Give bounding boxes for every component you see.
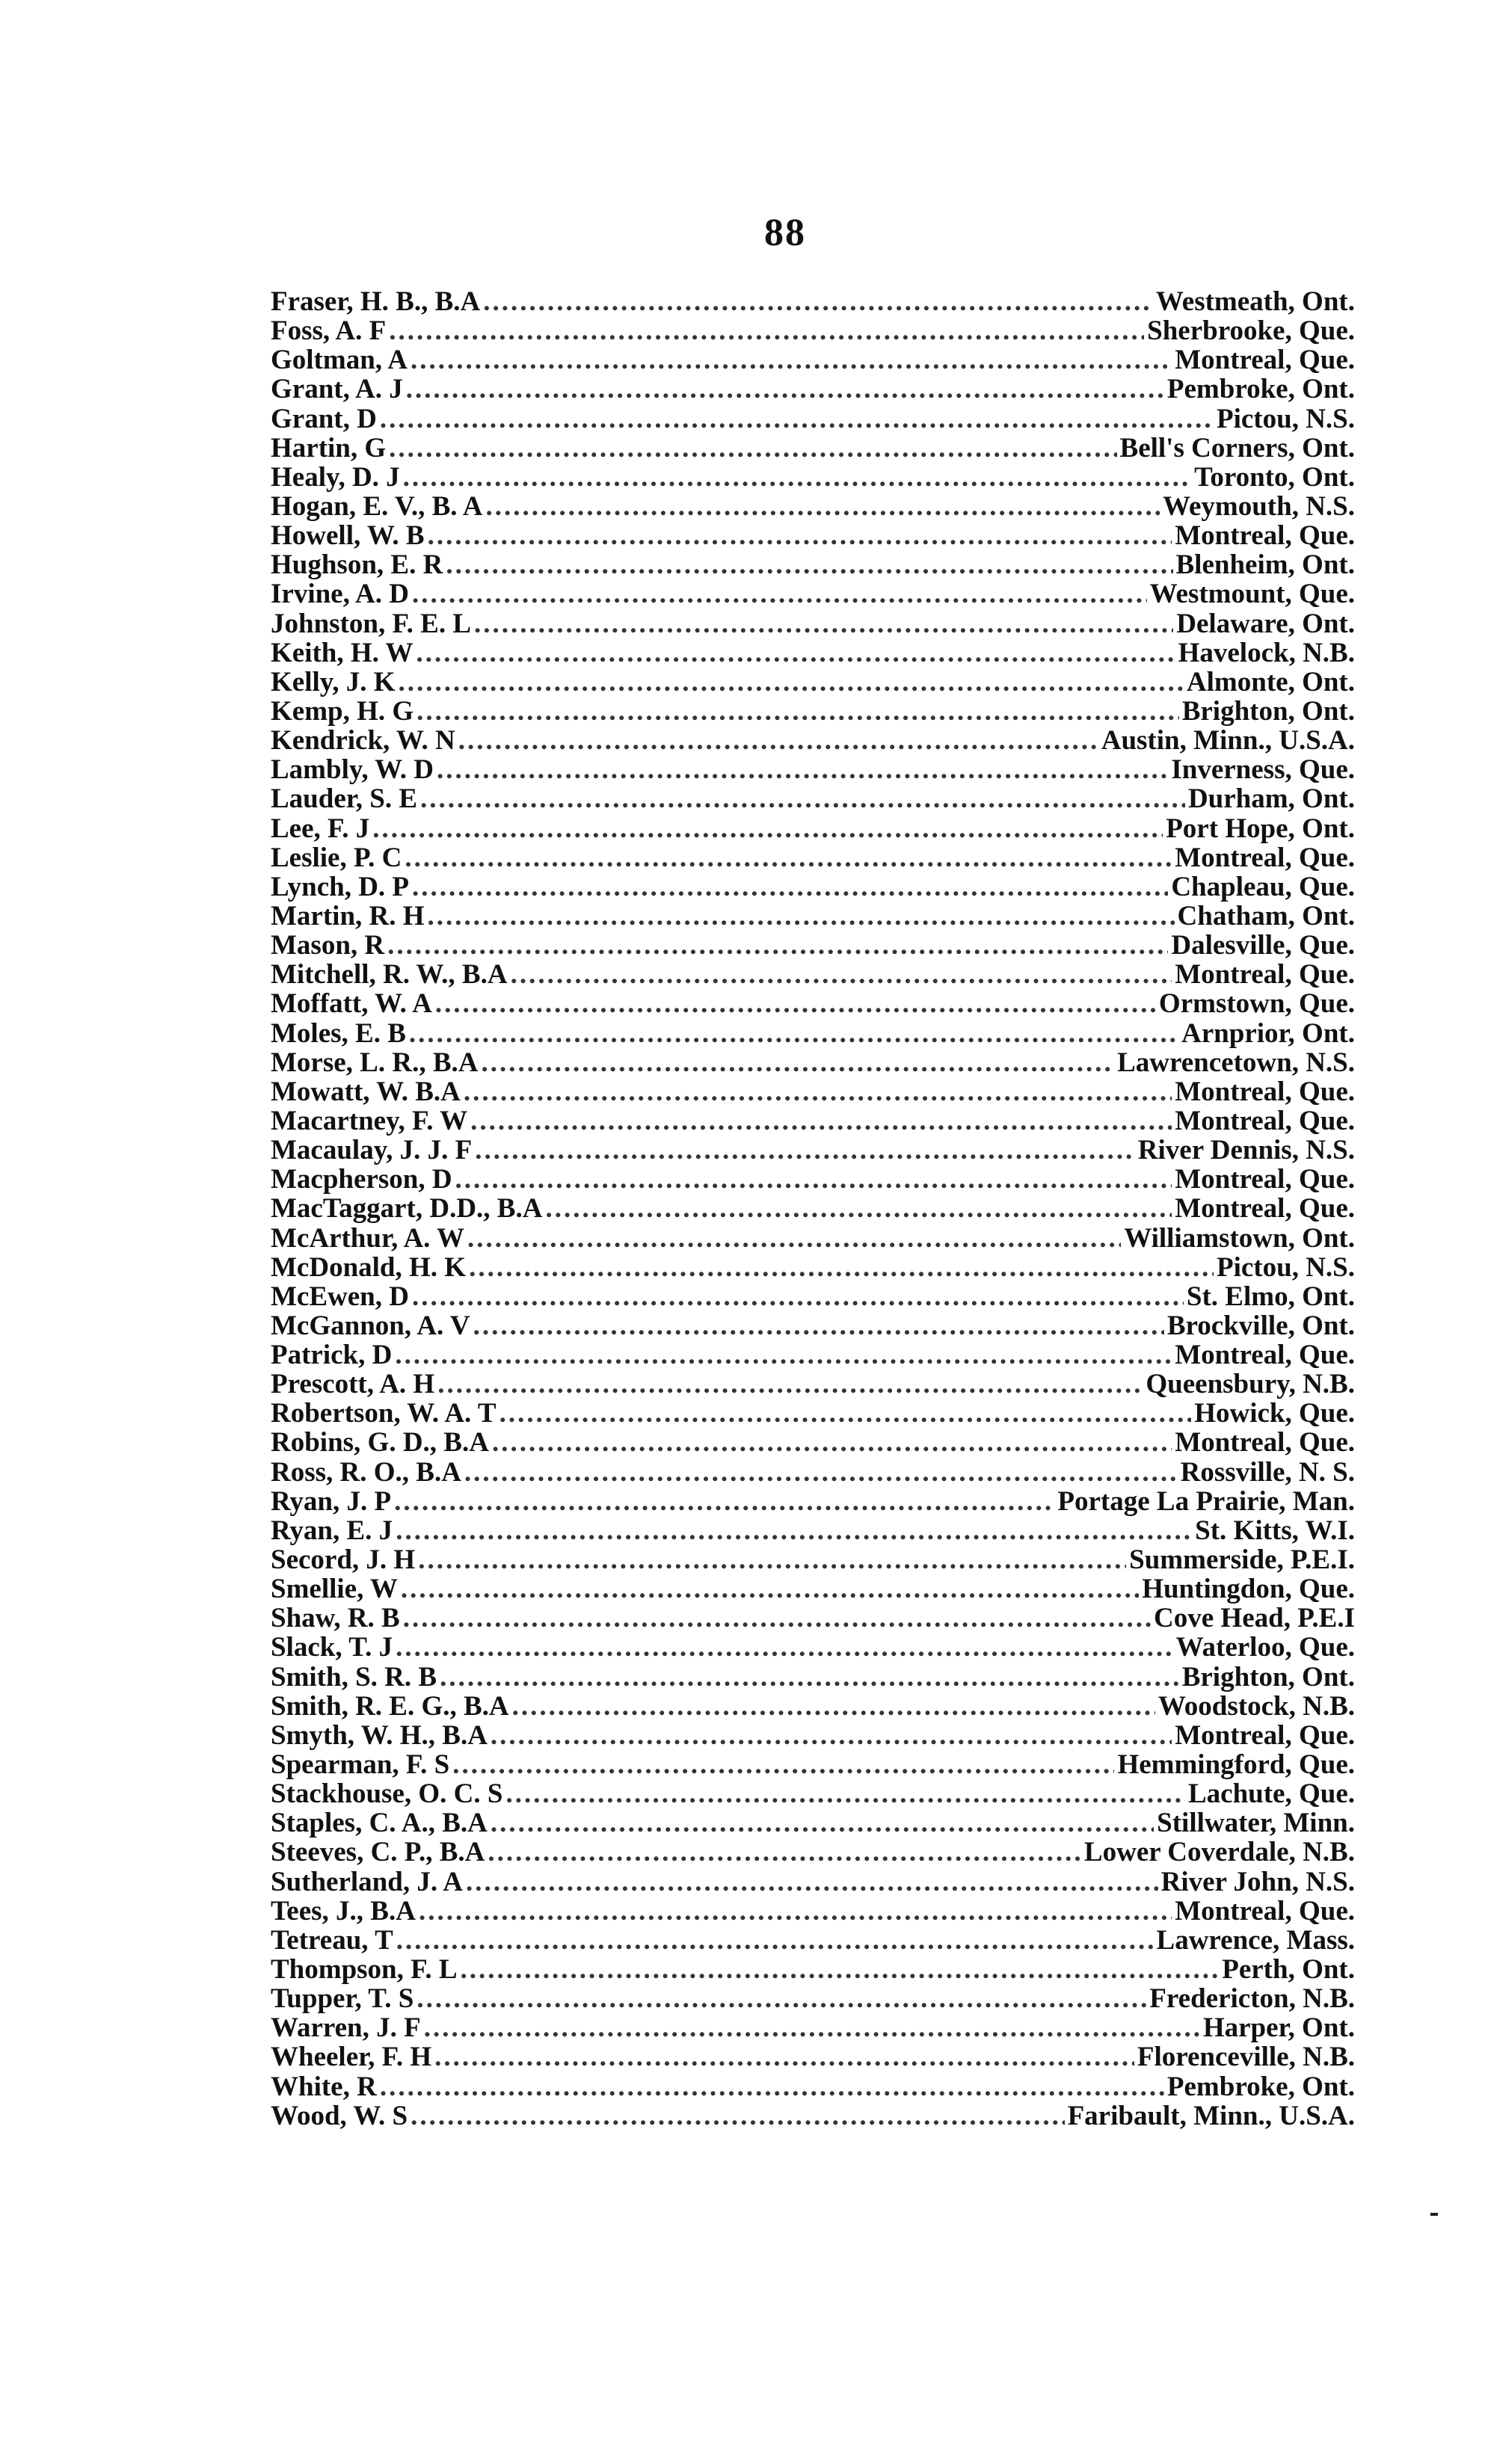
- entry-name: Patrick, D: [271, 1340, 393, 1371]
- dot-leader: [396, 1926, 1154, 1955]
- entry-name: Fraser, H. B., B.A: [271, 286, 481, 317]
- entry-name: Hartin, G: [271, 432, 387, 463]
- entry-place: Port Hope, Ont.: [1166, 813, 1355, 844]
- entry-place: Brighton, Ont.: [1181, 1661, 1355, 1693]
- entry-name: Kendrick, W. N: [271, 725, 455, 757]
- entry-name: Shaw, R. B: [271, 1603, 400, 1634]
- entry-place: Blenheim, Ont.: [1175, 549, 1355, 581]
- margin-mark: [1430, 2213, 1438, 2216]
- roster-entry: [271, 2013, 1355, 2042]
- entry-name: Robins, G. D., B.A: [271, 1427, 489, 1459]
- entry-name: Howell, W. B: [271, 520, 425, 552]
- roster-entry: [271, 1926, 1355, 1955]
- dot-leader: [394, 1487, 1054, 1516]
- roster-entry: [271, 1048, 1355, 1077]
- roster-entry: [271, 872, 1355, 902]
- entry-place: Williamstown, Ont.: [1124, 1222, 1355, 1254]
- roster-entry: [271, 1663, 1355, 1692]
- entry-name: Macaulay, J. J. F: [271, 1135, 473, 1166]
- roster-entry: [271, 2042, 1355, 2072]
- entry-place: Brighton, Ont.: [1181, 695, 1355, 727]
- entry-place: Dalesville, Que.: [1171, 930, 1355, 961]
- roster-entry: [271, 1077, 1355, 1106]
- dot-leader: [499, 1399, 1192, 1428]
- dot-leader: [428, 902, 1175, 931]
- roster-entry: [271, 1984, 1355, 2013]
- roster-entry: [271, 375, 1355, 404]
- dot-leader: [434, 2042, 1134, 2072]
- dot-leader: [418, 1545, 1126, 1574]
- dot-leader: [419, 1897, 1172, 1926]
- entry-place: Rossville, N. S.: [1180, 1456, 1355, 1488]
- entry-name: Spearman, F. S: [271, 1749, 450, 1781]
- entry-place: Havelock, N.B.: [1178, 637, 1355, 668]
- dot-leader: [412, 1282, 1184, 1311]
- entry-name: Wheeler, F. H: [271, 2042, 432, 2073]
- entry-name: McArthur, A. W: [271, 1222, 464, 1254]
- entry-place: Pictou, N.S.: [1217, 1251, 1355, 1283]
- roster-entry: [271, 1721, 1355, 1750]
- dot-leader: [437, 1370, 1143, 1399]
- roster-entry: [271, 1516, 1355, 1545]
- entry-name: Staples, C. A., B.A: [271, 1808, 488, 1839]
- dot-leader: [512, 1692, 1155, 1721]
- entry-place: Stillwater, Minn.: [1157, 1808, 1355, 1839]
- dot-leader: [469, 1253, 1214, 1282]
- entry-place: Westmeath, Ont.: [1155, 286, 1355, 317]
- dot-leader: [403, 1604, 1151, 1633]
- dot-leader: [485, 492, 1160, 521]
- entry-name: Leslie, P. C: [271, 842, 402, 873]
- entry-name: Smith, R. E. G., B.A: [271, 1690, 509, 1722]
- entry-name: Mowatt, W. B.A: [271, 1076, 461, 1107]
- entry-place: Montreal, Que.: [1175, 520, 1355, 552]
- entry-name: Prescott, A. H: [271, 1369, 435, 1400]
- entry-place: Montreal, Que.: [1175, 1895, 1355, 1926]
- entry-name: Lambly, W. D: [271, 754, 434, 786]
- entry-name: Lynch, D. P: [271, 871, 410, 902]
- entry-place: Perth, Ont.: [1222, 1954, 1355, 1986]
- entry-place: Howick, Que.: [1194, 1398, 1355, 1429]
- entry-place: Montreal, Que.: [1175, 1719, 1355, 1751]
- dot-leader: [389, 316, 1144, 345]
- entry-place: Pembroke, Ont.: [1166, 374, 1355, 405]
- entry-place: Montreal, Que.: [1175, 1076, 1355, 1107]
- dot-leader: [412, 872, 1168, 902]
- roster-entry: [271, 697, 1355, 726]
- roster-entry: [271, 345, 1355, 375]
- entry-place: Cove Head, P.E.I: [1154, 1603, 1355, 1634]
- entry-place: Chapleau, Que.: [1171, 871, 1355, 902]
- dot-leader: [416, 1984, 1146, 2013]
- dot-leader: [435, 989, 1156, 1018]
- entry-place: Hemmingford, Que.: [1117, 1749, 1355, 1781]
- roster-entry: [271, 1399, 1355, 1428]
- dot-leader: [481, 1048, 1114, 1077]
- entry-name: Hogan, E. V., B. A: [271, 490, 483, 522]
- entry-name: Tupper, T. S: [271, 1983, 414, 2015]
- entry-place: Lower Coverdale, N.B.: [1083, 1837, 1355, 1868]
- roster-entry: [271, 1574, 1355, 1604]
- dot-leader: [491, 1721, 1172, 1750]
- roster-entry: [271, 931, 1355, 960]
- entry-place: Pembroke, Ont.: [1166, 2071, 1355, 2102]
- dot-leader: [387, 931, 1168, 960]
- dot-leader: [411, 2101, 1065, 2131]
- entry-name: Smellie, W: [271, 1574, 398, 1605]
- roster-entry: [271, 726, 1355, 755]
- entry-place: Montreal, Que.: [1175, 1193, 1355, 1225]
- entry-name: Lee, F. J: [271, 813, 370, 844]
- entry-place: Lawrencetown, N.S.: [1117, 1047, 1355, 1078]
- entry-name: Irvine, A. D: [271, 579, 409, 610]
- dot-leader: [396, 1633, 1172, 1662]
- entry-name: Smith, S. R. B: [271, 1661, 437, 1693]
- dot-leader: [473, 1311, 1164, 1340]
- entry-place: Toronto, Ont.: [1194, 461, 1355, 493]
- entry-place: Waterloo, Que.: [1175, 1632, 1355, 1663]
- entry-name: Kelly, J. K: [271, 666, 396, 697]
- dot-leader: [464, 1458, 1178, 1487]
- entry-name: Moles, E. B: [271, 1017, 406, 1049]
- dot-leader: [491, 1808, 1154, 1838]
- roster-entry: [271, 1604, 1355, 1633]
- entry-name: Foss, A. F: [271, 315, 387, 347]
- roster-entry: [271, 989, 1355, 1018]
- entry-place: Summerside, P.E.I.: [1129, 1544, 1355, 1576]
- dot-leader: [372, 814, 1163, 843]
- roster-entry: [271, 843, 1355, 872]
- dot-leader: [545, 1194, 1172, 1223]
- entry-name: Grant, A. J: [271, 374, 403, 405]
- entry-name: Macartney, F. W: [271, 1105, 468, 1136]
- entry-place: St. Elmo, Ont.: [1186, 1281, 1355, 1312]
- entry-name: Hughson, E. R: [271, 549, 443, 581]
- roster-entry: [271, 1692, 1355, 1721]
- entry-name: Ross, R. O., B.A: [271, 1456, 461, 1488]
- entry-name: Sutherland, J. A: [271, 1866, 464, 1897]
- dot-leader: [505, 1779, 1185, 1808]
- dot-leader: [511, 960, 1172, 989]
- roster-entry: [271, 1779, 1355, 1808]
- entry-name: Wood, W. S: [271, 2100, 408, 2131]
- entry-place: Montreal, Que.: [1175, 345, 1355, 376]
- dot-leader: [452, 1750, 1114, 1779]
- entry-place: Bell's Corners, Ont.: [1119, 432, 1355, 463]
- roster-entry: [271, 1487, 1355, 1516]
- roster-entry: [271, 638, 1355, 668]
- roster-entry: [271, 1311, 1355, 1340]
- roster-entry: [271, 668, 1355, 697]
- entry-place: River John, N.S.: [1160, 1866, 1355, 1897]
- dot-leader: [455, 1165, 1172, 1194]
- dot-leader: [475, 1136, 1135, 1165]
- entry-name: Macpherson, D: [271, 1164, 452, 1195]
- roster-entry: [271, 609, 1355, 638]
- dot-leader: [412, 579, 1147, 609]
- dot-leader: [464, 1077, 1172, 1106]
- entry-name: Stackhouse, O. C. S: [271, 1778, 503, 1810]
- entry-place: Fredericton, N.B.: [1149, 1983, 1355, 2015]
- dot-leader: [488, 1838, 1081, 1867]
- entry-name: Smyth, W. H., B.A: [271, 1719, 488, 1751]
- roster-entry: [271, 1340, 1355, 1370]
- roster-entry: [271, 579, 1355, 609]
- entry-name: Lauder, S. E: [271, 783, 418, 815]
- entry-name: Johnston, F. E. L: [271, 608, 472, 639]
- entry-place: Montreal, Que.: [1175, 1105, 1355, 1136]
- roster-entry: [271, 1428, 1355, 1457]
- dot-leader: [405, 843, 1172, 872]
- entry-place: Ormstown, Que.: [1158, 988, 1355, 1020]
- entry-name: Ryan, E. J: [271, 1515, 393, 1546]
- entry-name: Slack, T. J: [271, 1632, 393, 1663]
- entry-name: McEwen, D: [271, 1281, 409, 1312]
- dot-leader: [406, 375, 1164, 404]
- roster-entry: [271, 1458, 1355, 1487]
- dot-leader: [395, 1340, 1172, 1370]
- entry-name: Warren, J. F: [271, 2012, 421, 2044]
- entry-name: Keith, H. W: [271, 637, 413, 668]
- dot-leader: [470, 1106, 1172, 1136]
- entry-place: Brockville, Ont.: [1166, 1310, 1355, 1341]
- roster-entry: [271, 287, 1355, 316]
- roster-entry: [271, 2072, 1355, 2101]
- entry-place: Austin, Minn., U.S.A.: [1101, 725, 1355, 757]
- dot-leader: [401, 1574, 1139, 1604]
- roster-entry: [271, 1019, 1355, 1048]
- roster-entry: [271, 1545, 1355, 1574]
- roster-entry: [271, 1897, 1355, 1926]
- entry-place: Queensbury, N.B.: [1146, 1369, 1355, 1400]
- entry-name: Steeves, C. P., B.A: [271, 1837, 485, 1868]
- entry-place: Harper, Ont.: [1202, 2012, 1355, 2044]
- dot-leader: [428, 521, 1172, 550]
- roster-entry: [271, 1867, 1355, 1897]
- entry-place: Montreal, Que.: [1175, 959, 1355, 991]
- entry-place: Faribault, Minn., U.S.A.: [1067, 2100, 1355, 2131]
- entry-name: Mason, R: [271, 930, 385, 961]
- entry-place: Montreal, Que.: [1175, 1340, 1355, 1371]
- dot-leader: [416, 638, 1175, 668]
- entry-place: Montreal, Que.: [1175, 1164, 1355, 1195]
- entry-name: Moffatt, W. A: [271, 988, 432, 1020]
- roster-entry: [271, 2101, 1355, 2131]
- roster-entry: [271, 784, 1355, 813]
- entry-place: Inverness, Que.: [1171, 754, 1355, 786]
- entry-name: Morse, L. R., B.A: [271, 1047, 479, 1078]
- dot-leader: [440, 1663, 1179, 1692]
- entry-place: Montreal, Que.: [1175, 842, 1355, 873]
- roster-entry: [271, 463, 1355, 492]
- dot-leader: [380, 404, 1214, 434]
- entry-place: Westmount, Que.: [1149, 579, 1355, 610]
- entry-place: Huntingdon, Que.: [1142, 1574, 1355, 1605]
- entry-name: Healy, D. J: [271, 461, 400, 493]
- entry-name: MacTaggart, D.D., B.A: [271, 1193, 543, 1225]
- dot-leader: [446, 550, 1172, 579]
- roster-entry: [271, 1224, 1355, 1253]
- entry-place: Almonte, Ont.: [1186, 666, 1355, 697]
- entry-name: Tees, J., B.A: [271, 1895, 416, 1926]
- roster-entry: [271, 550, 1355, 579]
- dot-leader: [483, 287, 1153, 316]
- entry-place: Sherbrooke, Que.: [1147, 315, 1355, 347]
- dot-leader: [492, 1428, 1172, 1457]
- entry-name: Ryan, J. P: [271, 1485, 392, 1517]
- entry-place: Woodstock, N.B.: [1157, 1690, 1355, 1722]
- roster-entry: [271, 960, 1355, 989]
- dot-leader: [380, 2072, 1164, 2101]
- dot-leader: [409, 1019, 1178, 1048]
- roster-entry: [271, 1750, 1355, 1779]
- roster-entry: [271, 404, 1355, 434]
- entry-name: Thompson, F. L: [271, 1954, 458, 1986]
- roster-entry: [271, 1838, 1355, 1867]
- entry-place: Lachute, Que.: [1187, 1778, 1355, 1810]
- roster-entry: [271, 814, 1355, 843]
- entry-name: Tetreau, T: [271, 1924, 393, 1956]
- roster-entry: [271, 492, 1355, 521]
- entry-place: Lawrence, Mass.: [1156, 1924, 1355, 1956]
- entry-place: River Dennis, N.S.: [1137, 1135, 1355, 1166]
- entry-name: Robertson, W. A. T: [271, 1398, 496, 1429]
- dot-leader: [399, 668, 1184, 697]
- entry-place: St. Kitts, W.I.: [1195, 1515, 1355, 1546]
- roster-entry: [271, 1282, 1355, 1311]
- roster-entry: [271, 1136, 1355, 1165]
- dot-leader: [396, 1516, 1192, 1545]
- name-roster: [271, 287, 1355, 2131]
- entry-place: Weymouth, N.S.: [1163, 490, 1355, 522]
- entry-name: Grant, D: [271, 403, 377, 434]
- entry-name: Goltman, A: [271, 345, 408, 376]
- roster-entry: [271, 316, 1355, 345]
- entry-place: Delaware, Ont.: [1176, 608, 1355, 639]
- roster-entry: [271, 755, 1355, 784]
- roster-entry: [271, 1194, 1355, 1223]
- roster-entry: [271, 1955, 1355, 1984]
- entry-place: Durham, Ont.: [1187, 783, 1355, 815]
- dot-leader: [424, 2013, 1200, 2042]
- roster-entry: [271, 434, 1355, 463]
- dot-leader: [416, 697, 1179, 726]
- entry-place: Montreal, Que.: [1175, 1427, 1355, 1459]
- roster-entry: [271, 1253, 1355, 1282]
- dot-leader: [403, 463, 1191, 492]
- roster-entry: [271, 1808, 1355, 1838]
- entry-name: McDonald, H. K: [271, 1251, 467, 1283]
- roster-entry: [271, 1633, 1355, 1662]
- dot-leader: [466, 1867, 1158, 1897]
- entry-name: White, R: [271, 2071, 377, 2102]
- roster-entry: [271, 1165, 1355, 1194]
- dot-leader: [411, 345, 1172, 375]
- entry-place: Portage La Prairie, Man.: [1057, 1485, 1355, 1517]
- entry-place: Pictou, N.S.: [1217, 403, 1355, 434]
- dot-leader: [437, 755, 1168, 784]
- entry-name: Mitchell, R. W., B.A: [271, 959, 508, 991]
- entry-place: Arnprior, Ont.: [1181, 1017, 1355, 1049]
- entry-name: Kemp, H. G: [271, 695, 414, 727]
- dot-leader: [467, 1224, 1121, 1253]
- dot-leader: [461, 1955, 1220, 1984]
- entry-name: Secord, J. H: [271, 1544, 416, 1576]
- roster-entry: [271, 902, 1355, 931]
- entry-place: Florenceville, N.B.: [1137, 2042, 1355, 2073]
- roster-entry: [271, 1106, 1355, 1136]
- roster-entry: [271, 521, 1355, 550]
- dot-leader: [389, 434, 1116, 463]
- dot-leader: [474, 609, 1173, 638]
- entry-place: Chatham, Ont.: [1177, 900, 1355, 931]
- entry-name: Martin, R. H: [271, 900, 425, 931]
- page-number: 88: [764, 212, 806, 254]
- roster-entry: [271, 1370, 1355, 1399]
- dot-leader: [420, 784, 1185, 813]
- dot-leader: [458, 726, 1098, 755]
- entry-name: McGannon, A. V: [271, 1310, 470, 1341]
